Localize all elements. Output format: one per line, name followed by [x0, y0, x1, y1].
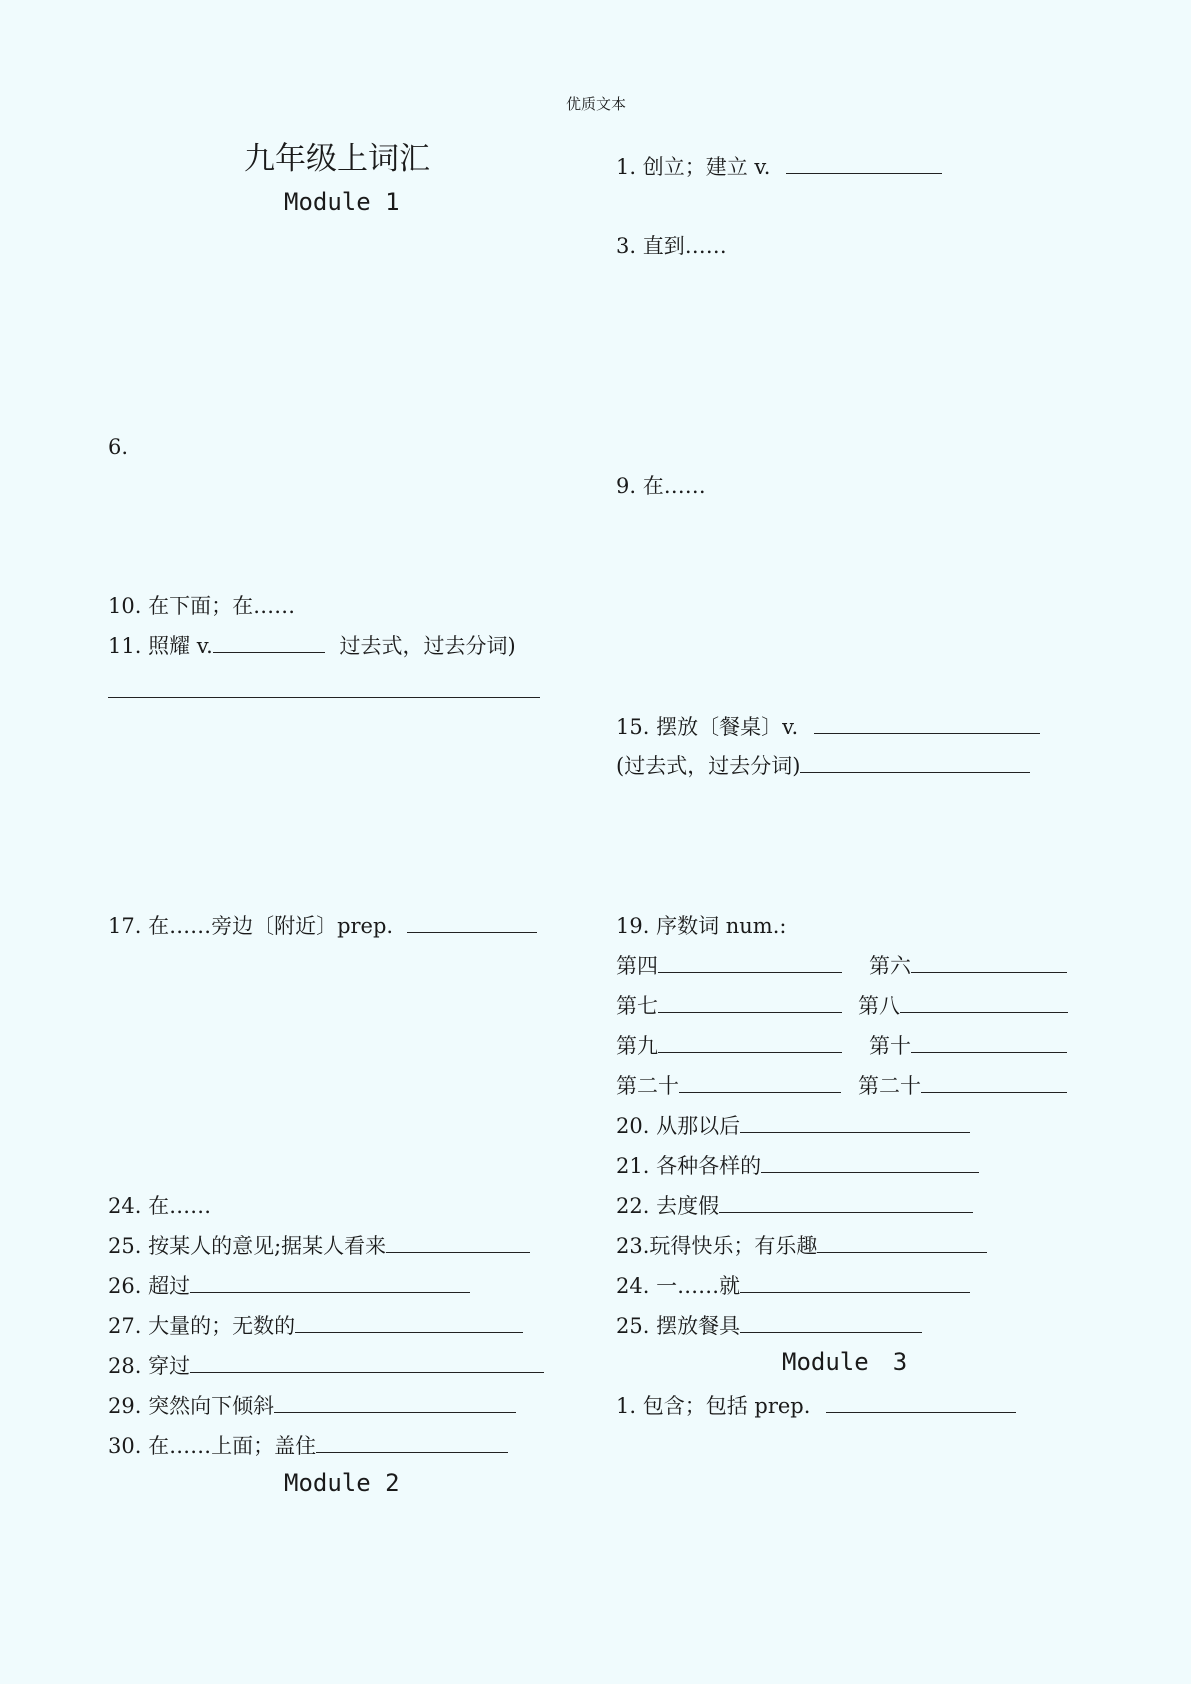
page-title: 九年级上词汇	[244, 141, 430, 177]
ordinal-20-label: 第二十	[616, 1074, 679, 1098]
item-l29	[108, 1392, 516, 1420]
item-l27	[108, 1312, 523, 1340]
answer-blank[interactable]	[658, 992, 842, 1013]
ordinal-21-label: 第二十	[858, 1074, 921, 1098]
ordinal-8	[858, 992, 1068, 1020]
module-2-heading: Module 2	[284, 1469, 400, 1497]
item-l11-note: 过去式，过去分词)	[339, 634, 516, 658]
ordinal-21	[858, 1072, 1067, 1100]
item-r23-label: 23.玩得快乐；有乐趣	[616, 1234, 818, 1258]
item-m3-r1	[616, 1392, 1016, 1420]
item-l30	[108, 1432, 508, 1460]
item-r24	[616, 1272, 970, 1300]
ordinal-20	[616, 1072, 841, 1100]
item-m3-r1-label: 1. 包含；包括 prep.	[616, 1394, 811, 1418]
page-header: 优质文本	[566, 95, 627, 113]
ordinal-9	[616, 1032, 842, 1060]
answer-blank[interactable]	[658, 952, 842, 973]
answer-line[interactable]	[108, 697, 540, 698]
item-r20	[616, 1112, 970, 1140]
item-r3: 3. 直到……	[616, 234, 727, 258]
item-r1-label: 1. 创立；建立 v.	[616, 155, 771, 179]
item-l6: 6.	[108, 435, 129, 459]
ordinal-8-label: 第八	[858, 994, 900, 1018]
ordinal-7-label: 第七	[616, 994, 658, 1018]
answer-blank[interactable]	[740, 1272, 970, 1293]
item-l11-label: 11. 照耀 v.	[108, 634, 213, 658]
item-l27-label: 27. 大量的；无数的	[108, 1314, 296, 1338]
item-l26-label: 26. 超过	[108, 1274, 191, 1298]
answer-blank[interactable]	[679, 1072, 841, 1093]
item-l24: 24. 在……	[108, 1194, 212, 1218]
answer-blank[interactable]	[740, 1312, 922, 1333]
item-r25-label: 25. 摆放餐具	[616, 1314, 741, 1338]
answer-blank[interactable]	[316, 1432, 508, 1453]
answer-blank[interactable]	[911, 952, 1067, 973]
answer-blank[interactable]	[826, 1392, 1016, 1413]
answer-blank[interactable]	[386, 1232, 530, 1253]
item-r19: 19. 序数词 num.:	[616, 914, 787, 938]
answer-blank[interactable]	[921, 1072, 1067, 1093]
answer-blank[interactable]	[761, 1152, 979, 1173]
item-l17-label: 17. 在……旁边〔附近〕prep.	[108, 914, 394, 938]
ordinal-10-label: 第十	[869, 1034, 911, 1058]
item-l17	[108, 912, 537, 940]
item-r9: 9. 在……	[616, 474, 706, 498]
module-1-heading: Module 1	[284, 188, 400, 216]
item-l28	[108, 1352, 544, 1380]
module-3-heading: Module 3	[782, 1348, 908, 1376]
answer-blank[interactable]	[786, 153, 942, 174]
item-l10: 10. 在下面；在……	[108, 594, 296, 618]
item-r21	[616, 1152, 979, 1180]
item-r15-label: 15. 摆放〔餐桌〕v.	[616, 715, 799, 739]
item-r22	[616, 1192, 973, 1220]
answer-blank[interactable]	[814, 713, 1040, 734]
ordinal-9-label: 第九	[616, 1034, 658, 1058]
ordinal-7	[616, 992, 842, 1020]
ordinal-6	[869, 952, 1067, 980]
item-r15-note: (过去式，过去分词)	[616, 754, 801, 778]
answer-blank[interactable]	[213, 632, 325, 653]
item-r1	[616, 153, 942, 181]
item-r20-label: 20. 从那以后	[616, 1114, 741, 1138]
ordinal-4-label: 第四	[616, 954, 658, 978]
answer-blank[interactable]	[295, 1312, 523, 1333]
answer-blank[interactable]	[719, 1192, 973, 1213]
item-r22-label: 22. 去度假	[616, 1194, 720, 1218]
item-l11	[108, 632, 516, 660]
ordinal-6-label: 第六	[869, 954, 911, 978]
item-l25	[108, 1232, 530, 1260]
item-l26	[108, 1272, 470, 1300]
item-r15	[616, 713, 1040, 741]
answer-blank[interactable]	[740, 1112, 970, 1133]
item-r24-label: 24. 一……就	[616, 1274, 741, 1298]
item-l30-label: 30. 在……上面；盖住	[108, 1434, 317, 1458]
answer-blank[interactable]	[274, 1392, 516, 1413]
ordinal-10	[869, 1032, 1067, 1060]
item-l29-label: 29. 突然向下倾斜	[108, 1394, 275, 1418]
item-l25-label: 25. 按某人的意见;据某人看来	[108, 1234, 387, 1258]
answer-blank[interactable]	[800, 752, 1030, 773]
answer-blank[interactable]	[817, 1232, 987, 1253]
item-r23	[616, 1232, 987, 1260]
answer-blank[interactable]	[658, 1032, 842, 1053]
answer-blank[interactable]	[911, 1032, 1067, 1053]
answer-blank[interactable]	[190, 1352, 544, 1373]
item-r21-label: 21. 各种各样的	[616, 1154, 762, 1178]
answer-blank[interactable]	[900, 992, 1068, 1013]
answer-blank[interactable]	[407, 912, 537, 933]
item-r15-forms	[616, 752, 1030, 780]
item-l28-label: 28. 穿过	[108, 1354, 191, 1378]
item-r25	[616, 1312, 922, 1340]
answer-blank[interactable]	[190, 1272, 470, 1293]
ordinal-4	[616, 952, 842, 980]
